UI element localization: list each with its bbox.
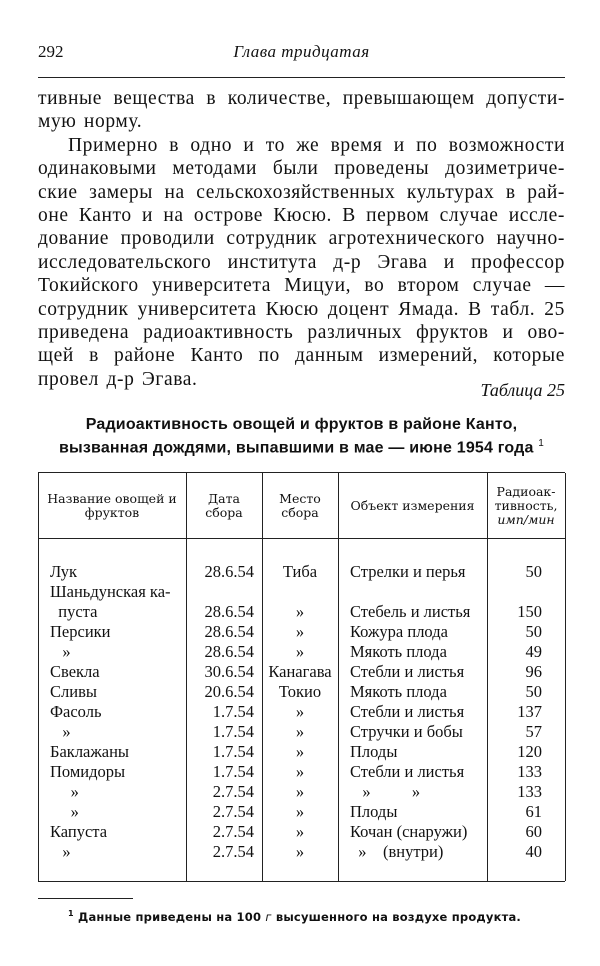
table-row xyxy=(38,562,565,582)
cell-object: Стебель и листья xyxy=(350,602,471,621)
cell-value: 50 xyxy=(525,682,542,701)
cell-name: Баклажаны xyxy=(50,742,130,761)
cell-value: 50 xyxy=(525,562,542,581)
paragraph-1: тивные вещества в количестве, превышающем допусти- мую норму. xyxy=(38,88,565,133)
cell-place: Токио xyxy=(278,682,322,701)
paragraph-2: Примерно в одно и то же время и по возможности одинаковыми методами были проведены дозиметриче- ские замеры на сельскохозяйственных культурах в рай- оне Канто и на острове Кюсю. В первом случае иссле- дование проводили сотрудник агротехнического научно- исследовательского института д-р Эгава и профессор Токийского университета Мицуи, во втором случае — сотрудник университета Кюсю доцент Ямада. В табл. 25 приведена радиоактивность различных фруктов и ово- щей в районе Канто по данным измерений, которые провел д-р Эгава. xyxy=(38,134,565,390)
table-row xyxy=(38,822,565,842)
cell-value: 49 xyxy=(525,642,542,661)
cell-value: 137 xyxy=(517,702,542,721)
table-border-right xyxy=(565,473,566,881)
body-text xyxy=(38,87,565,391)
cell-value: 40 xyxy=(525,842,542,861)
page-number: 292 xyxy=(38,42,64,61)
footnote-rule xyxy=(38,898,133,899)
cell-place: » xyxy=(295,622,305,641)
cell-object: » » xyxy=(350,782,421,801)
table-caption: Радиоактивность овощей и фруктов в районе Канто, вызванная дождями, выпавшими в мае — июне 1954 года $^1$ xyxy=(58,416,545,457)
cell-name: Сливы xyxy=(50,682,97,701)
cell-name: Капуста xyxy=(50,822,108,841)
column-header-radioactivity: Радиоак- тивность, имп/мин xyxy=(494,483,558,527)
cell-place: » xyxy=(295,742,305,761)
table-row xyxy=(38,702,565,722)
cell-date: 2.7.54 xyxy=(212,782,254,801)
cell-name: пуста xyxy=(50,602,98,621)
table-row xyxy=(38,662,565,682)
chapter-title: Глава тридцатая xyxy=(233,42,370,61)
cell-value: 60 xyxy=(525,822,542,841)
running-head xyxy=(38,42,565,82)
cell-name: Свекла xyxy=(50,662,100,681)
cell-name: Персики xyxy=(50,622,111,641)
cell-date: 1.7.54 xyxy=(212,722,254,741)
cell-date: 28.6.54 xyxy=(204,562,254,581)
cell-object: Стебли и листья xyxy=(350,762,465,781)
table-row xyxy=(38,682,565,702)
table-row xyxy=(38,582,565,602)
table-row xyxy=(38,762,565,782)
cell-date: 2.7.54 xyxy=(212,822,254,841)
table-row xyxy=(38,842,565,862)
cell-place: » xyxy=(295,762,305,781)
cell-name: » xyxy=(50,642,71,661)
cell-date: 2.7.54 xyxy=(212,842,254,861)
cell-date: 28.6.54 xyxy=(204,602,254,621)
cell-object: Плоды xyxy=(350,802,398,821)
cell-object: Мякоть плода xyxy=(350,642,447,661)
cell-value: 133 xyxy=(517,782,542,801)
cell-value: 96 xyxy=(525,662,542,681)
cell-place: » xyxy=(295,802,305,821)
cell-date: 1.7.54 xyxy=(212,702,254,721)
cell-object: Мякоть плода xyxy=(350,682,447,701)
cell-object: » (внутри) xyxy=(350,842,444,861)
footnote: $^1$ Данные приведены на 100 г высушенного на воздухе продукта. xyxy=(68,909,522,924)
column-header-name: Название овощей и фруктов xyxy=(47,490,177,520)
cell-date: 30.6.54 xyxy=(204,662,254,681)
cell-name: Помидоры xyxy=(50,762,126,781)
header-rule xyxy=(38,77,565,78)
footnote-mark: 1 xyxy=(538,438,545,449)
cell-name: Фасоль xyxy=(50,702,102,721)
cell-name: » xyxy=(50,802,79,821)
cell-place: Канагава xyxy=(268,662,332,681)
cell-place: » xyxy=(295,702,305,721)
cell-name: Лук xyxy=(50,562,78,581)
cell-value: 150 xyxy=(517,602,542,621)
cell-object: Плоды xyxy=(350,742,398,761)
cell-date: 1.7.54 xyxy=(212,742,254,761)
table-row xyxy=(38,742,565,762)
cell-place: » xyxy=(295,642,305,661)
table-row xyxy=(38,602,565,622)
table-row xyxy=(38,802,565,822)
cell-name: Шаньдунская ка- xyxy=(50,582,171,601)
table-row xyxy=(38,782,565,802)
cell-place: » xyxy=(295,842,305,861)
column-header-date: Дата сбора xyxy=(205,490,243,520)
table-row xyxy=(38,722,565,742)
cell-object: Стебли и листья xyxy=(350,662,465,681)
cell-object: Стрелки и перья xyxy=(350,562,466,581)
cell-name: » xyxy=(50,722,71,741)
cell-place: » xyxy=(295,602,305,621)
cell-place: » xyxy=(295,722,305,741)
data-table xyxy=(38,472,565,882)
table-row xyxy=(38,622,565,642)
cell-name: » xyxy=(50,842,71,861)
cell-value: 57 xyxy=(525,722,542,741)
cell-value: 50 xyxy=(525,622,542,641)
cell-name: » xyxy=(50,782,79,801)
column-header-object: Объект измерения xyxy=(350,497,475,513)
cell-date: 28.6.54 xyxy=(204,642,254,661)
cell-value: 61 xyxy=(525,802,542,821)
cell-date: 20.6.54 xyxy=(204,682,254,701)
cell-place: » xyxy=(295,822,305,841)
column-header-place: Место сбора xyxy=(279,490,321,520)
table-row xyxy=(38,642,565,662)
cell-date: 2.7.54 xyxy=(212,802,254,821)
cell-date: 28.6.54 xyxy=(204,622,254,641)
cell-value: 120 xyxy=(517,742,542,761)
cell-date: 1.7.54 xyxy=(212,762,254,781)
header-divider xyxy=(38,538,565,539)
cell-place: Тиба xyxy=(282,562,318,581)
cell-object: Кожура плода xyxy=(350,622,448,641)
cell-place: » xyxy=(295,782,305,801)
cell-object: Стебли и листья xyxy=(350,702,465,721)
table-label: Таблица 25 xyxy=(480,380,565,400)
cell-object: Стручки и бобы xyxy=(350,722,463,741)
cell-value: 133 xyxy=(517,762,542,781)
cell-object: Кочан (снаружи) xyxy=(350,822,468,841)
